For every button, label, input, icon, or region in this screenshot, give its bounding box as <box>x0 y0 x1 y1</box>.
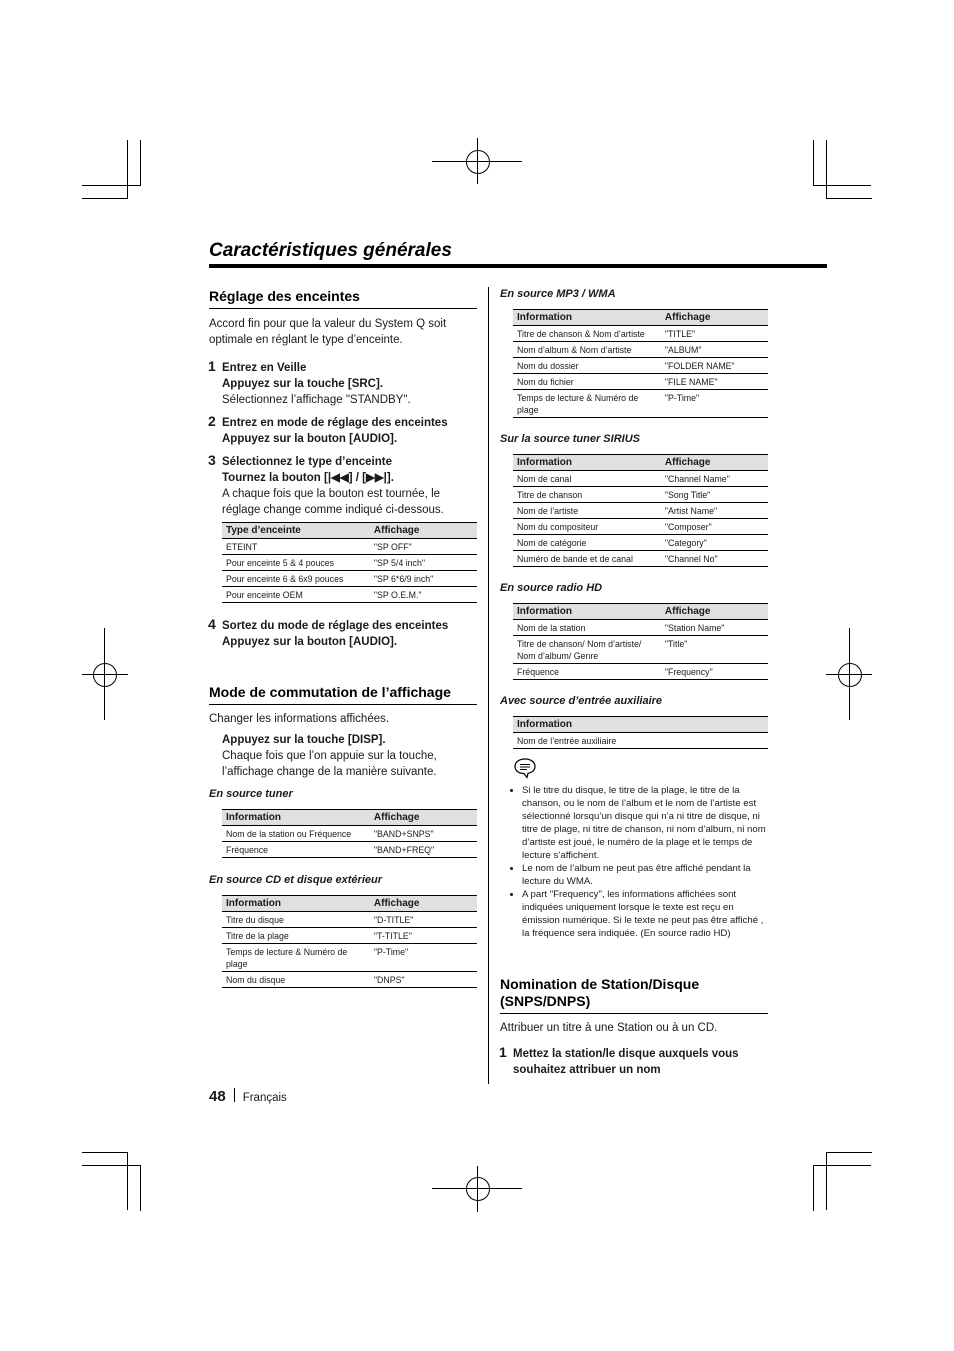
table-row: Temps de lecture & Numéro de plage "P-Time" <box>222 944 477 972</box>
notes-list <box>500 784 768 940</box>
table-row: Temps de lecture & Numéro de plage "P-Time" <box>513 390 768 418</box>
display-action: Appuyez sur la touche [DISP]. Chaque fois que l’on appuie sur la touche, l’affichage change de la manière suivante. <box>222 734 437 778</box>
table-row: Fréquence "Frequency" <box>513 664 768 680</box>
aux-label: Avec source d’entrée auxiliaire <box>500 695 663 707</box>
section-heading-snps: Nomination de Station/Disque (SNPS/DNPS) <box>500 976 768 1014</box>
speaker-type-table: Type d’enceinte Affichage ETEINT "SP OFF" Pour enceinte 5 & 4 pouces "SP 5/4 inch" Pour enceinte 6 & 6x9 pouces "SP 6*6/9 inch" Pour enceinte OEM "SP O.E.M." <box>222 522 477 603</box>
table-row: Titre de chanson/ Nom d’artiste/ Nom d’album/ Genre "Title" <box>513 636 768 664</box>
step-2: 2 Entrez en mode de réglage des enceintes Appuyez sur la bouton [AUDIO]. <box>208 413 448 445</box>
mp3-table: Information Affichage Titre de chanson & Nom d’artiste "TITLE" Nom d’album & Nom d’artiste "ALBUM" Nom du dossier "FOLDER NAME" Nom du fichier "FILE NAME" Temps de lecture & Numéro de plage "P-Time" <box>513 309 768 418</box>
table-row: ETEINT "SP OFF" <box>222 539 477 555</box>
speaker-intro: Accord fin pour que la valeur du System Q soit optimale en réglant le type d’enceinte. <box>209 318 447 346</box>
table-row: Nom de canal "Channel Name" <box>513 471 768 487</box>
page-title: Caractéristiques générales <box>209 240 452 261</box>
step-3: 3 Sélectionnez le type d’enceinte Tournez la bouton [|◀◀] / [▶▶|]. A chaque fois que la bouton est tournée, le réglage change comme indiqué ci-dessous. <box>208 452 444 516</box>
table-row: Nom de catégorie "Category" <box>513 535 768 551</box>
table-row: Numéro de bande et de canal "Channel No" <box>513 551 768 567</box>
note-icon <box>500 757 768 784</box>
table-row: Pour enceinte 6 & 6x9 pouces "SP 6*6/9 inch" <box>222 571 477 587</box>
mp3-label: En source MP3 / WMA <box>500 288 616 300</box>
page-language: Français <box>242 1092 287 1104</box>
table-row: Nom de l’entrée auxiliaire <box>513 733 768 749</box>
list-item: • A part "Frequency", les informations affichées sont indiquées uniquement lorsque le texte est reçu en émission numérique. Si le texte ne peut pas être affiché , la fréquence sera indiquée. (En source radio HD) <box>522 888 768 940</box>
speaker-table-wrap <box>209 522 477 603</box>
sirius-table: Information Affichage Nom de canal "Channel Name" Titre de chanson "Song Title" Nom de l’artiste "Artist Name" Nom du compositeur "Composer" Nom de catégorie "Category" Numéro de bande et de canal "Channel No" <box>513 454 768 567</box>
table-row: Fréquence "BAND+FREQ" <box>222 842 477 858</box>
table-row: Nom du fichier "FILE NAME" <box>513 374 768 390</box>
cd-label: En source CD et disque extérieur <box>209 874 382 886</box>
sirius-label: Sur la source tuner SIRIUS <box>500 433 640 445</box>
table-row: Titre de la plage "T-TITLE" <box>222 928 477 944</box>
table-row: Titre du disque "D-TITLE" <box>222 912 477 928</box>
snps-intro: Attribuer un titre à une Station ou à un CD. <box>500 1022 718 1034</box>
column-divider <box>488 287 489 1084</box>
footer-divider <box>234 1088 235 1102</box>
table-row: Pour enceinte OEM "SP O.E.M." <box>222 587 477 603</box>
table-row: Nom de l’artiste "Artist Name" <box>513 503 768 519</box>
table-row: Nom de la station "Station Name" <box>513 620 768 636</box>
hd-table: Information Affichage Nom de la station "Station Name" Titre de chanson/ Nom d’artiste/ Nom d’album/ Genre "Title" Fréquence "Frequency" <box>513 603 768 680</box>
title-rule <box>209 264 827 268</box>
table-row: Pour enceinte 5 & 4 pouces "SP 5/4 inch" <box>222 555 477 571</box>
step-1: 1 Entrez en Veille Appuyez sur la touche [SRC]. Sélectionnez l’affichage "STANDBY". <box>208 358 411 406</box>
list-item: • Si le titre du disque, le titre de la plage, le titre de la chanson, ou le nom de l’album et le nom de l’artiste est sélectionné lorsqu’un disque qui n’a ni titre de disque, ni titre de plage, ni titre de chanson, ni nom d’album, ni nom d’artiste est joué, le numéro de la plage et le temps de lecture s’affichent. <box>522 784 768 862</box>
hd-label: En source radio HD <box>500 582 603 594</box>
table-row: Nom du compositeur "Composer" <box>513 519 768 535</box>
table-row: Nom du dossier "FOLDER NAME" <box>513 358 768 374</box>
table-row: Nom de la station ou Fréquence "BAND+SNPS" <box>222 826 477 842</box>
section-heading-display: Mode de commutation de l’affichage <box>209 684 477 705</box>
section-heading-speaker: Réglage des enceintes <box>209 288 477 309</box>
table-row: Nom d’album & Nom d’artiste "ALBUM" <box>513 342 768 358</box>
left-column <box>209 288 477 988</box>
table-row: Titre de chanson & Nom d’artiste "TITLE" <box>513 326 768 342</box>
page-footer <box>209 1088 287 1105</box>
tuner-label: En source tuner <box>209 788 293 800</box>
table-row: Titre de chanson "Song Title" <box>513 487 768 503</box>
snps-step-1: 1 Mettez la station/le disque auxquels vous souhaitez attribuer un nom <box>499 1044 739 1076</box>
display-intro: Changer les informations affichées. <box>209 713 390 725</box>
page-number: 48 <box>209 1088 226 1105</box>
right-column <box>500 287 768 1078</box>
step-4: 4 Sortez du mode de réglage des enceintes Appuyez sur la bouton [AUDIO]. <box>208 616 449 648</box>
tuner-table: Information Affichage Nom de la station ou Fréquence "BAND+SNPS" Fréquence "BAND+FREQ" <box>222 809 477 858</box>
list-item: • Le nom de l’album ne peut pas être affiché pendant la lecture du WMA. <box>522 862 768 888</box>
aux-table: Information Nom de l’entrée auxiliaire <box>513 716 768 749</box>
cd-table: Information Affichage Titre du disque "D-TITLE" Titre de la plage "T-TITLE" Temps de lecture & Numéro de plage "P-Time" Nom du disque "DNPS" <box>222 895 477 988</box>
table-row: Nom du disque "DNPS" <box>222 972 477 988</box>
